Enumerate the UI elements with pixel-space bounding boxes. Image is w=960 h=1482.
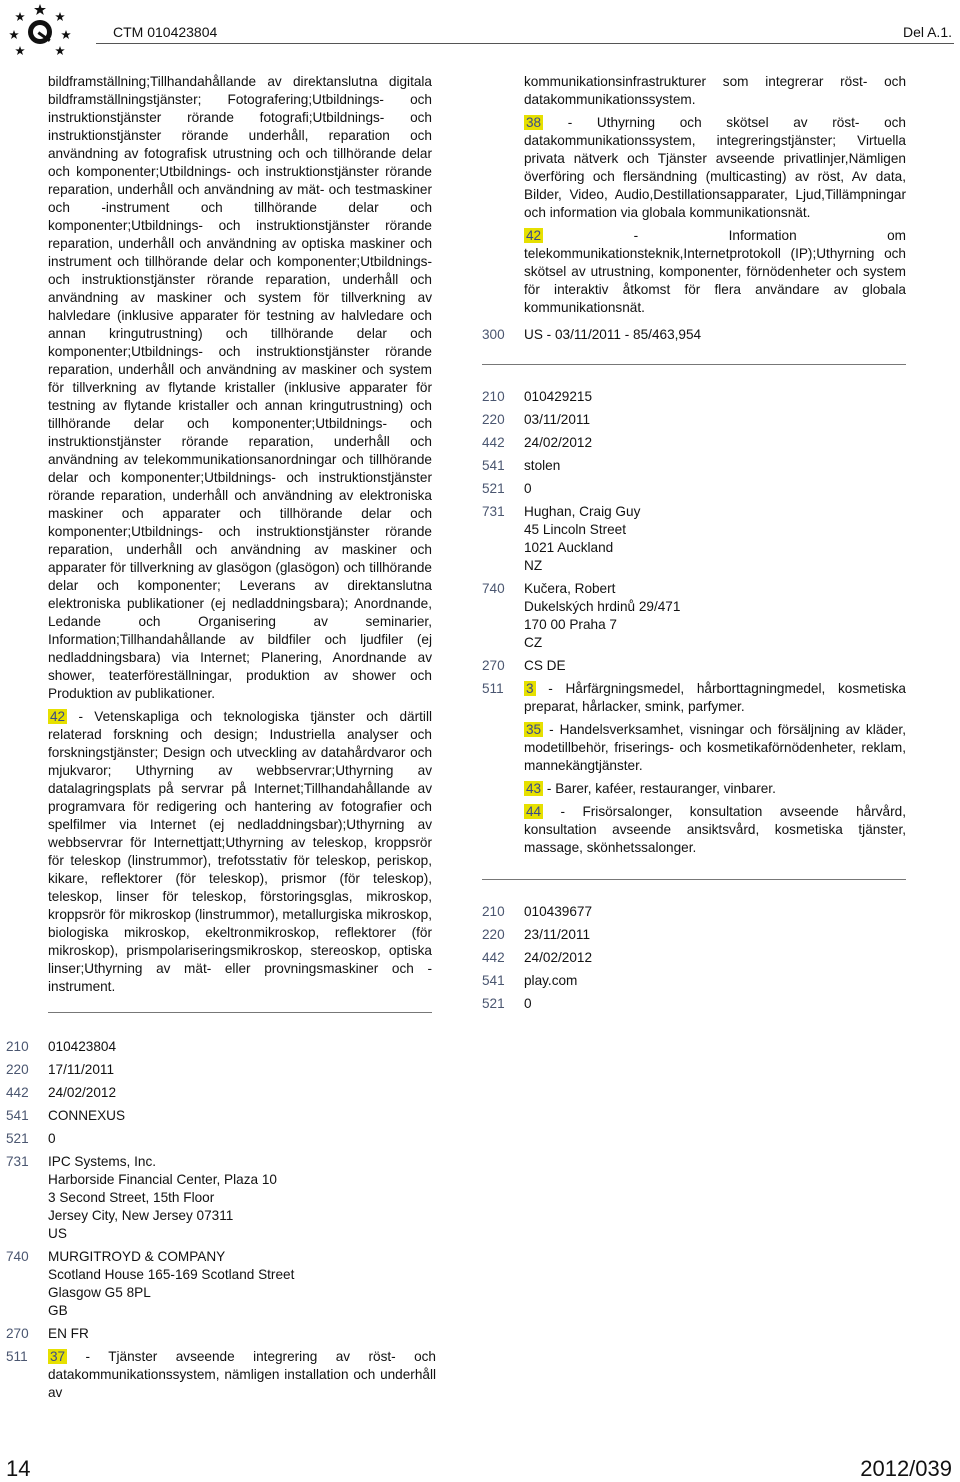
field-code: 731 bbox=[482, 504, 505, 519]
class-38-paragraph bbox=[524, 114, 906, 222]
mark-name: play.com bbox=[524, 973, 578, 988]
field-row bbox=[482, 903, 906, 921]
address-line: MURGITROYD & COMPANY bbox=[48, 1249, 226, 1264]
field-code: 541 bbox=[482, 458, 505, 473]
field-row bbox=[6, 1084, 436, 1102]
field-code: 521 bbox=[6, 1131, 29, 1146]
class-text: - Frisörsalonger, konsultation avseende hårvård, konsultation avseende ansiktsvård, kosmetiska tjänster, massage, skönhetssalonger. bbox=[524, 804, 906, 855]
field-code: 521 bbox=[482, 481, 505, 496]
class-38-text: - Uthyrning och skötsel av röst- och datakommunikationssystem, integreringstjänster; Virtuella privata nätverk och Tjänster avseende privatlinjer,Nämligen överföring och flersändning (multicasting) av röst, Av data, Bilder, Video, Audio,Destillationsapparater, Ljud,Tillämpningar och information via globala kommunikationsnät. bbox=[524, 115, 906, 220]
class-text: - Hårfärgningsmedel, hårborttagningmedel, kosmetiska preparat, hårlacker, smink, parfymer. bbox=[524, 681, 906, 714]
representative-field bbox=[482, 580, 906, 652]
class-42-paragraph bbox=[48, 708, 432, 996]
field-code: 511 bbox=[482, 681, 504, 696]
applicant-field bbox=[482, 503, 906, 575]
languages-field bbox=[482, 657, 906, 675]
priority-field bbox=[482, 326, 906, 344]
page-number: 14 bbox=[6, 1456, 31, 1481]
classes-field bbox=[482, 680, 906, 857]
document-title: CTM 010423804 bbox=[113, 24, 218, 40]
field-row bbox=[6, 1107, 436, 1125]
address-line: NZ bbox=[524, 558, 543, 573]
field-value: 0 bbox=[48, 1131, 56, 1146]
field-code: 442 bbox=[482, 435, 505, 450]
address-line: Dukelských hrdinů 29/471 bbox=[524, 599, 681, 614]
address-line: 1021 Auckland bbox=[524, 540, 614, 555]
field-row bbox=[482, 434, 906, 452]
address-line: 170 00 Praha 7 bbox=[524, 617, 617, 632]
field-row bbox=[482, 949, 906, 967]
trademark-entry bbox=[6, 1038, 436, 1407]
class-number-badge: 3 bbox=[526, 681, 534, 696]
field-row bbox=[6, 1038, 436, 1056]
class-text: - Tjänster avseende integrering av röst- och datakommunikationssystem, nämligen installation och underhåll av bbox=[48, 1349, 436, 1400]
address-line: Scotland House 165-169 Scotland Street bbox=[48, 1267, 295, 1282]
class-text: - Handelsverksamhet, visningar och försäljning av kläder, modetillbehör, friserings- och kosmetikaförnödenheter, reklam, mannekängtjänster. bbox=[524, 722, 906, 773]
field-code: 442 bbox=[6, 1085, 29, 1100]
applicant-address bbox=[524, 503, 906, 575]
field-value: 23/11/2011 bbox=[524, 927, 591, 942]
field-row bbox=[482, 972, 906, 990]
class-number-badge: 43 bbox=[526, 781, 542, 796]
field-code: 541 bbox=[482, 973, 505, 988]
trademark-entry bbox=[482, 388, 906, 857]
field-code: 210 bbox=[482, 389, 505, 404]
field-code: 511 bbox=[6, 1349, 28, 1364]
class-number-badge: 44 bbox=[526, 804, 542, 819]
trademark-entry bbox=[482, 903, 906, 1013]
representative-field bbox=[6, 1248, 436, 1320]
address-line: US bbox=[48, 1226, 67, 1241]
field-row bbox=[482, 457, 906, 475]
field-value: 24/02/2012 bbox=[48, 1085, 117, 1100]
field-value: 24/02/2012 bbox=[524, 435, 593, 450]
address-line: Hughan, Craig Guy bbox=[524, 504, 641, 519]
field-row bbox=[482, 388, 906, 406]
address-line: 3 Second Street, 15th Floor bbox=[48, 1190, 215, 1205]
class-number-badge: 42 bbox=[526, 228, 542, 243]
field-value: 010429215 bbox=[524, 389, 593, 404]
field-value: US - 03/11/2011 - 85/463,954 bbox=[524, 327, 702, 342]
field-code: 210 bbox=[482, 904, 505, 919]
field-value: 0 bbox=[524, 481, 532, 496]
class-number-badge: 37 bbox=[50, 1349, 66, 1364]
field-value: 0 bbox=[524, 996, 532, 1011]
class-number-badge: 38 bbox=[526, 115, 542, 130]
class-paragraph bbox=[524, 780, 906, 798]
field-value: 010439677 bbox=[524, 904, 593, 919]
right-column bbox=[482, 73, 906, 1018]
class-text: - Barer, kaféer, restauranger, vinbarer. bbox=[543, 781, 776, 796]
address-line: IPC Systems, Inc. bbox=[48, 1154, 157, 1169]
class-42-text: - Information om telekommunikationsteknik,Internetprotokoll (IP);Uthyrning och skötsel av utrustning, komponenter, förnödenheter och system för interaktiv åtkomst för flera användare av globala kommunikationsnät. bbox=[524, 228, 906, 315]
entry-divider bbox=[482, 879, 906, 880]
representative-address bbox=[48, 1248, 436, 1320]
field-row bbox=[6, 1130, 436, 1148]
address-line: Glasgow G5 8PL bbox=[48, 1285, 151, 1300]
field-code: 220 bbox=[482, 412, 505, 427]
entry-divider bbox=[482, 364, 906, 365]
field-code: 731 bbox=[6, 1154, 29, 1169]
issue-number: 2012/039 bbox=[860, 1456, 952, 1481]
applicant-field bbox=[6, 1153, 436, 1243]
header-divider bbox=[96, 43, 954, 44]
field-value: EN FR bbox=[48, 1326, 89, 1341]
field-code: 220 bbox=[482, 927, 505, 942]
field-row bbox=[482, 480, 906, 498]
applicant-address bbox=[48, 1153, 436, 1243]
field-code: 210 bbox=[6, 1039, 29, 1054]
class-number-badge: 42 bbox=[50, 709, 66, 724]
address-line: Harborside Financial Center, Plaza 10 bbox=[48, 1172, 277, 1187]
field-value: 24/02/2012 bbox=[524, 950, 593, 965]
field-row bbox=[482, 411, 906, 429]
address-line: CZ bbox=[524, 635, 543, 650]
classes-list bbox=[524, 680, 906, 857]
field-value: 010423804 bbox=[48, 1039, 117, 1054]
goods-services-paragraph: bildframställning;Tillhandahållande av direktanslutna digitala bildframställningstjänster; Fotografering;Utbildnings- och instruktionstjänster rörande fotografi;Utbildnings- och instruktionstjänster rörande underhåll, reparation och användning av fotografisk utrustning och och tillhörande delar och komponenter;Utbildnings- och instruktionstjänster rörande reparation, underhåll och användning av mät- och testmaskiner och -instrument och tillhörande delar och komponenter;Utbildnings- och instruktionstjänster rörande reparation, underhåll och användning av optiska maskiner och instrument och tillhörande delar och komponenter;Utbildnings- och instruktionstjänster rörande reparation, underhåll och användning av maskiner och system för tillverkning av halvledare (inklusive apparater för testning av halvledare och annan kringutrustning) och tillhörande delar och komponenter;Utbildnings- och instruktionstjänster rörande reparation, underhåll och användning av maskiner och system för tillverkning av flytande kristaller (inklusive apparater för testning av flytande kristaller och annan kringutrustning) och tillhörande delar och komponenter;Utbildnings- och instruktionstjänster rörande reparation, underhåll och användning av telekommunikationsanordningar och tillhörande delar och komponenter;Utbildnings- och instruktionstjänster rörande reparation, underhåll och användning av elektroniska maskiner och apparater och tillhörande delar och komponenter;Utbildnings- och instruktionstjänster rörande reparation, underhåll och användning av maskiner och apparater för tillverkning av glasögon (glasögon) och tillhörande delar och komponenter; Leverans av direktanslutna elektroniska publikationer (ej nedladdningsbara); Anordnande, Ledande och Organisering av seminarier, Information;Tillhandahållande av bildfiler och ljudfiler (ej nedladdningsbara) via Internet; Planering, Anordnande av shower, teaterföreställningar, produktion av shower och Produktion av publikationer. bbox=[48, 74, 432, 701]
field-code: 541 bbox=[6, 1108, 29, 1123]
mark-name: stolen bbox=[524, 458, 561, 473]
field-value: 03/11/2011 bbox=[524, 412, 591, 427]
continuation-paragraph: kommunikationsinfrastrukturer som integrerar röst- och datakommunikationssystem. bbox=[524, 74, 906, 107]
languages-field bbox=[6, 1325, 436, 1343]
representative-address bbox=[524, 580, 906, 652]
field-code: 300 bbox=[482, 327, 505, 342]
field-value: 17/11/2011 bbox=[48, 1062, 115, 1077]
class-42-text: - Vetenskapliga och teknologiska tjänster och därtill relaterad forskning och design; Industriella analyser och forskningstjänster; Design och utveckling av datahårdvaror och mjukvaror; Uthyrning av webbservrar;Uthyrning av datalagringsplats på servrar på Internet;Tillhandahållande av programvara för redigering och hantering av fotografier och spelfilmer via Internet (ej nedladdningsbar);Uthyrning av webbservrar för Internettjatt;Uthyrning av teleskop, kroppsrör för teleskop (linstrummor), trefotsstativ för teleskop, periskop, kikare, reflektorer (för teleskop), prismor (för teleskop), teleskop, linser för teleskop, förstoringsglas, mikroskop, kroppsrör för mikroskop (linstrummor), metallurgiska mikroskop, biologiska mikroskop, ekeltronmikroskop, reflektorer (för mikroskop), prismpolariseringsmikroskop, stereoskop, optiska linser;Uthyrning av mät- eller provningsmaskiner och -instrument. bbox=[48, 709, 432, 994]
class-paragraph bbox=[524, 680, 906, 716]
address-line: GB bbox=[48, 1303, 68, 1318]
mark-name: CONNEXUS bbox=[48, 1108, 126, 1123]
entry-divider bbox=[48, 1012, 432, 1013]
classes-field bbox=[6, 1348, 436, 1402]
field-value: CS DE bbox=[524, 658, 566, 673]
field-code: 521 bbox=[482, 996, 505, 1011]
class-number-badge: 35 bbox=[526, 722, 542, 737]
field-code: 270 bbox=[6, 1326, 29, 1341]
field-code: 740 bbox=[482, 581, 505, 596]
class-paragraph bbox=[524, 803, 906, 857]
class-paragraph bbox=[48, 1348, 436, 1402]
euipo-emblem-logo bbox=[8, 2, 72, 60]
field-code: 740 bbox=[6, 1249, 29, 1264]
classes-list bbox=[48, 1348, 436, 1402]
section-label: Del A.1. bbox=[902, 24, 952, 40]
field-row bbox=[482, 995, 906, 1013]
field-code: 220 bbox=[6, 1062, 29, 1077]
address-line: Jersey City, New Jersey 07311 bbox=[48, 1208, 234, 1223]
field-row bbox=[6, 1061, 436, 1079]
class-paragraph bbox=[524, 721, 906, 775]
address-line: 45 Lincoln Street bbox=[524, 522, 627, 537]
class-42-paragraph bbox=[524, 227, 906, 317]
field-row bbox=[482, 926, 906, 944]
left-column bbox=[48, 73, 432, 1013]
field-code: 442 bbox=[482, 950, 505, 965]
field-code: 270 bbox=[482, 658, 505, 673]
address-line: Kučera, Robert bbox=[524, 581, 616, 596]
